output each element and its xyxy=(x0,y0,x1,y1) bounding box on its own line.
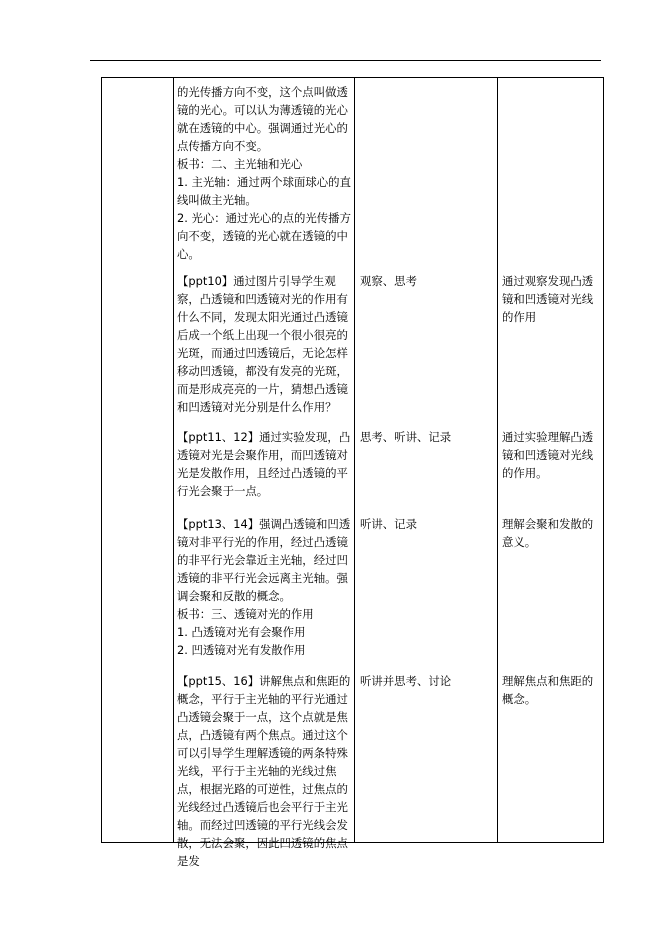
design-intent-cell: 理解焦点和焦距的概念。 xyxy=(502,674,594,706)
design-intent-cell: 理解会聚和发散的意义。 xyxy=(502,517,594,549)
teacher-activity-cell: 的光传播方向不变，这个点叫做透镜的光心。可以认为薄透镜的光心就在透镜的中心。强调通过光心的点传播方向不变。 板书：二、主光轴和光心 1. 主光轴：通过两个球面球心的直线叫做主光轴。 2. 光心：通过光心的点的光传播方向不变，透镜的光心就在透镜的中心。 xyxy=(177,85,351,261)
student-activity-cell: 听讲、记录 xyxy=(360,517,417,531)
column-divider xyxy=(497,78,498,842)
teacher-activity-cell: 【ppt15、16】讲解焦点和焦距的概念，平行于主光轴的平行光通过凸透镜会聚于一点，这个点就是焦点，凸透镜有两个焦点。通过这个可以引导学生理解透镜的两条特殊光线，平行于主光轴的光线过焦点，根据光路的可逆性，过焦点的光线经过凸透镜后也会平行于主光轴。而经过凹透镜的平行光线会发散，无法会聚，因此凹透镜的焦点是发 xyxy=(177,674,351,868)
column-divider xyxy=(173,78,174,842)
teacher-activity-cell: 【ppt10】通过图片引导学生观察，凸透镜和凹透镜对光的作用有什么不同，发现太阳光通过凸透镜后成一个纸上出现一个很小很亮的光斑，而通过凹透镜后，无论怎样移动凹透镜，都没有发亮的光斑，而是形成亮亮的一片，猜想凸透镜和凹透镜对光分别是什么作用？ xyxy=(177,274,348,414)
teacher-activity-cell: 【ppt11、12】通过实验发现，凸透镜对光是会聚作用，而凹透镜对光是发散作用，且经过凸透镜的平行光会聚于一点。 xyxy=(177,430,351,498)
header-rule xyxy=(90,60,601,61)
teacher-activity-cell: 【ppt13、14】强调凸透镜和凹透镜对非平行光的作用，经过凸透镜的非平行光会靠近主光轴，经过凹透镜的非平行光会远离主光轴。强调会聚和反散的概念。 板书：三、透镜对光的作用 1. 凸透镜对光有会聚作用 2. 凹透镜对光有发散作用 xyxy=(177,517,351,657)
lesson-table xyxy=(101,77,604,868)
student-activity-cell: 听讲并思考、讨论 xyxy=(360,674,452,688)
column-divider xyxy=(354,78,355,842)
student-activity-cell: 观察、思考 xyxy=(360,274,417,288)
design-intent-cell: 通过实验理解凸透镜和凹透镜对光线的作用。 xyxy=(502,430,594,480)
design-intent-cell: 通过观察发现凸透镜和凹透镜对光线的作用 xyxy=(502,274,594,324)
student-activity-cell: 思考、听讲、记录 xyxy=(360,430,452,444)
